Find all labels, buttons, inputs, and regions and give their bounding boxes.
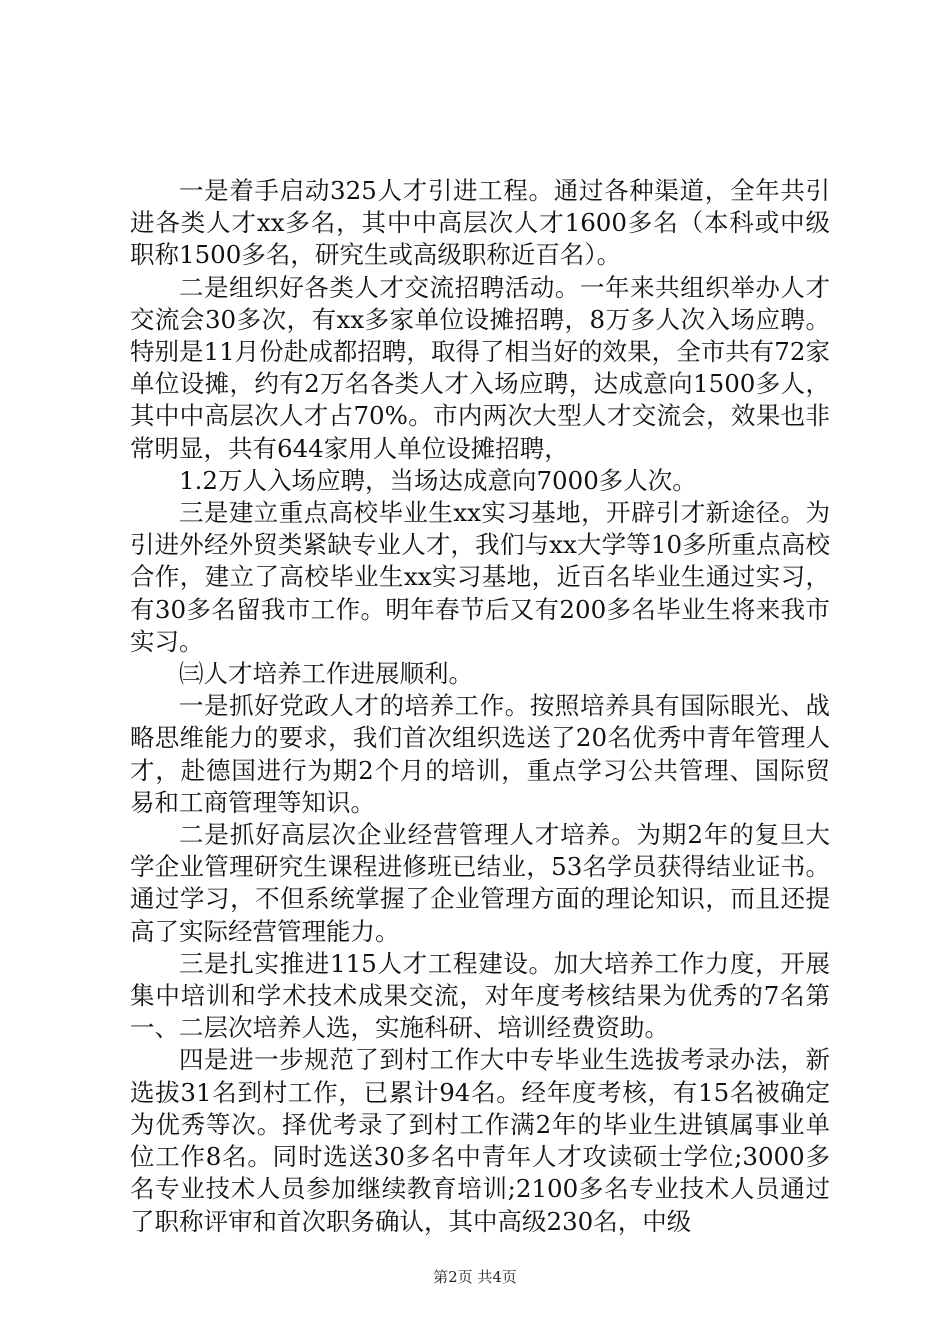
paragraph-talent-exchange-recruitment: 二是组织好各类人才交流招聘活动。一年来共组织举办人才交流会30多次，有xx多家单位设摊招聘，8万多人次入场应聘。特别是11月份赴成都招聘，取得了相当好的效果，全市共有72家单位设摊，约有2万名各类人才入场应聘，达成意向1500多人，其中中高层次人才占70%。市内两次大型人才交流会，效果也非常明显，共有644家用人单位设摊招聘， (130, 272, 830, 463)
paragraph-115-talent-project: 三是扎实推进115人才工程建设。加大培养工作力度，开展集中培训和学术技术成果交流，对年度考核结果为优秀的7名第一、二层次培养人选，实施科研、培训经费资助。 (130, 948, 830, 1043)
page-number-footer: 第2页 共4页 (433, 1268, 517, 1286)
paragraph-talent-introduction-project: 一是着手启动325人才引进工程。通过各种渠道，全年共引进各类人才xx多名，其中中高层次人才1600多名（本科或中级职称1500多名，研究生或高级职称近百名）。 (130, 176, 830, 270)
paragraph-internship-base: 三是建立重点高校毕业生xx实习基地，开辟引才新途径。为引进外经外贸类紧缺专业人才，我们与xx大学等10多所重点高校合作，建立了高校毕业生xx实习基地，近百名毕业生通过实习，有30多名留我市工作。明年春节后又有200多名毕业生将来我市实习。 (130, 498, 830, 656)
section-heading-talent-training: ㈢人才培养工作进展顺利。 (179, 659, 473, 689)
body-text (130, 175, 830, 1238)
paragraph-party-talent-training: 一是抓好党政人才的培养工作。按照培养具有国际眼光、战略思维能力的要求，我们首次组织选送了20名优秀中青年管理人才，赴德国进行为期2个月的培训，重点学习公共管理、国际贸易和工商管理等知识。 (130, 691, 830, 817)
paragraph-recruitment-result: 1.2万人入场应聘，当场达成意向7000多人次。 (179, 465, 697, 495)
paragraph-village-graduates: 四是进一步规范了到村工作大中专毕业生选拔考录办法，新选拔31名到村工作，已累计94名。经年度考核，有15名被确定为优秀等次。择优考录了到村工作满2年的毕业生进镇属事业单位工作8名。同时选送30多名中青年人才攻读硕士学位;3000多名专业技术人员参加继续教育培训;2100多名专业技术人员通过了职称评审和首次职务确认，其中高级230名，中级 (130, 1045, 830, 1236)
paragraph-enterprise-management-training: 二是抓好高层次企业经营管理人才培养。为期2年的复旦大学企业管理研究生课程进修班已结业，53名学员获得结业证书。通过学习，不但系统掌握了企业管理方面的理论知识，而且还提高了实际经营管理能力。 (130, 820, 830, 946)
